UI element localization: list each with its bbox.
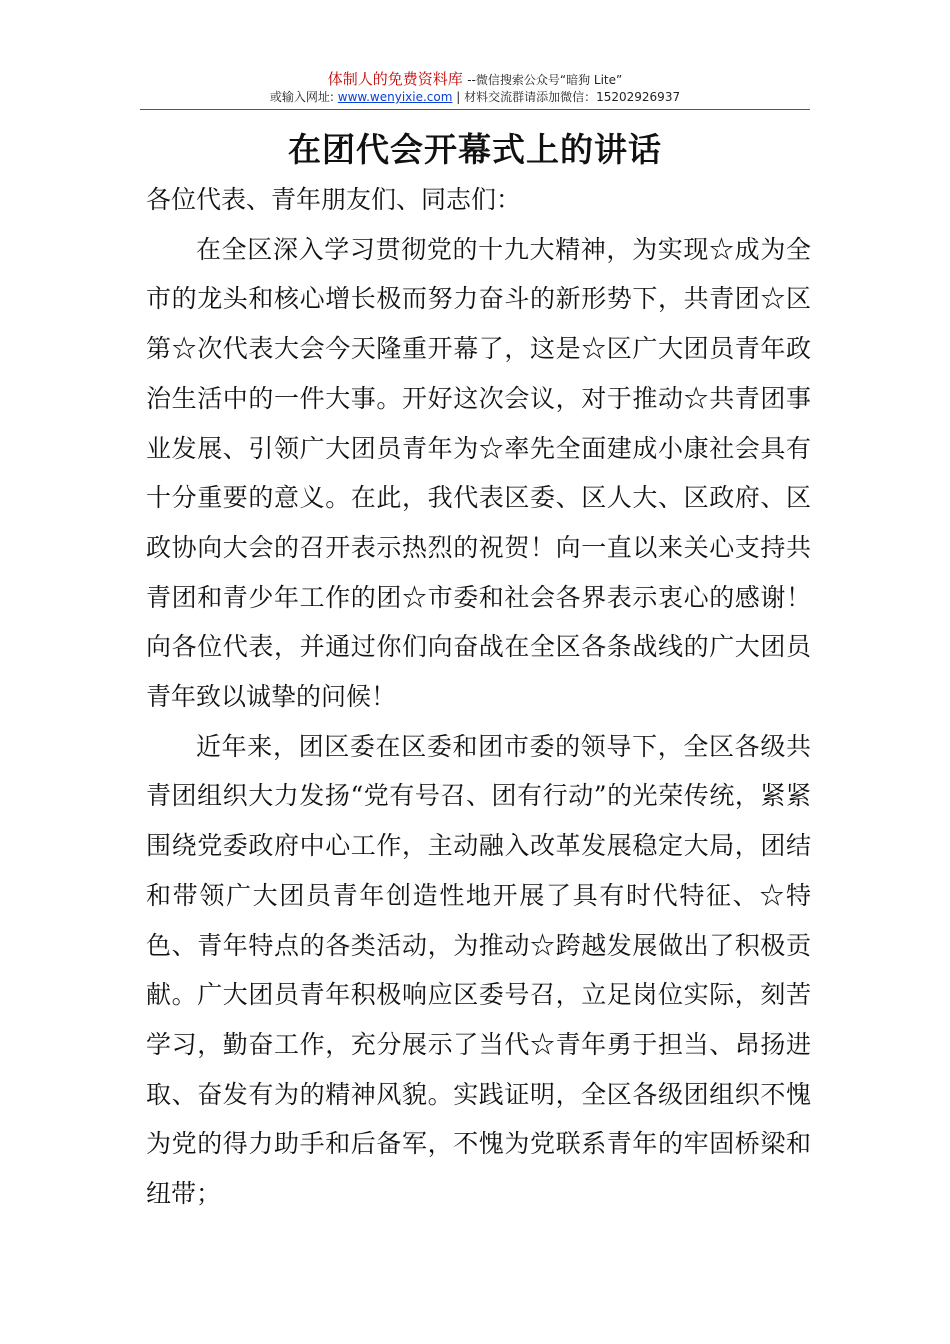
page-header <box>0 70 950 105</box>
document-body <box>146 175 811 1219</box>
header-line-2 <box>0 89 950 105</box>
header-tagline: --微信搜索公众号“暗狗 Lite” <box>467 73 623 87</box>
header-line-1 <box>0 70 950 89</box>
paragraph-1: 在全区深入学习贯彻党的十九大精神，为实现☆成为全市的龙头和核心增长极而努力奋斗的新形势下，共青团☆区第☆次代表大会今天隆重开幕了，这是☆区广大团员青年政治生活中的一件大事。开好这次会议，对于推动☆共青团事业发展、引领广大团员青年为☆率先全面建成小康社会具有十分重要的意义。在此，我代表区委、区人大、区政府、区政协向大会的召开表示热烈的祝贺！向一直以来关心支持共青团和青少年工作的团☆市委和社会各界表示衷心的感谢！向各位代表，并通过你们向奋战在全区各条战线的广大团员青年致以诚挚的问候！ <box>146 234 811 712</box>
brand-name: 体制人的免费资料库 <box>327 70 463 88</box>
paragraph-2: 近年来，团区委在区委和团市委的领导下，全区各级共青团组织大力发扬“党有号召、团有行动”的光荣传统，紧紧围绕党委政府中心工作，主动融入改革发展稳定大局，团结和带领广大团员青年创造性地开展了具有时代特征、☆特色、青年特点的各类活动，为推动☆跨越发展做出了积极贡献。广大团员青年积极响应区委号召，立足岗位实际，刻苦学习，勤奋工作，充分展示了当代☆青年勇于担当、昂扬进取、奋发有为的精神风貌。实践证明，全区各级团组织不愧为党的得力助手和后备军，不愧为党联系青年的牢固桥梁和纽带； <box>146 731 811 1209</box>
header-divider <box>140 109 810 110</box>
website-link[interactable]: www.wenyixie.com <box>337 90 453 104</box>
salutation: 各位代表、青年朋友们、同志们： <box>146 185 522 214</box>
document-title: 在团代会开幕式上的讲话 <box>288 130 662 169</box>
contact-info: | 材料交流群请添加微信：15202926937 <box>456 90 681 104</box>
url-prefix: 或输入网址: <box>269 90 334 104</box>
